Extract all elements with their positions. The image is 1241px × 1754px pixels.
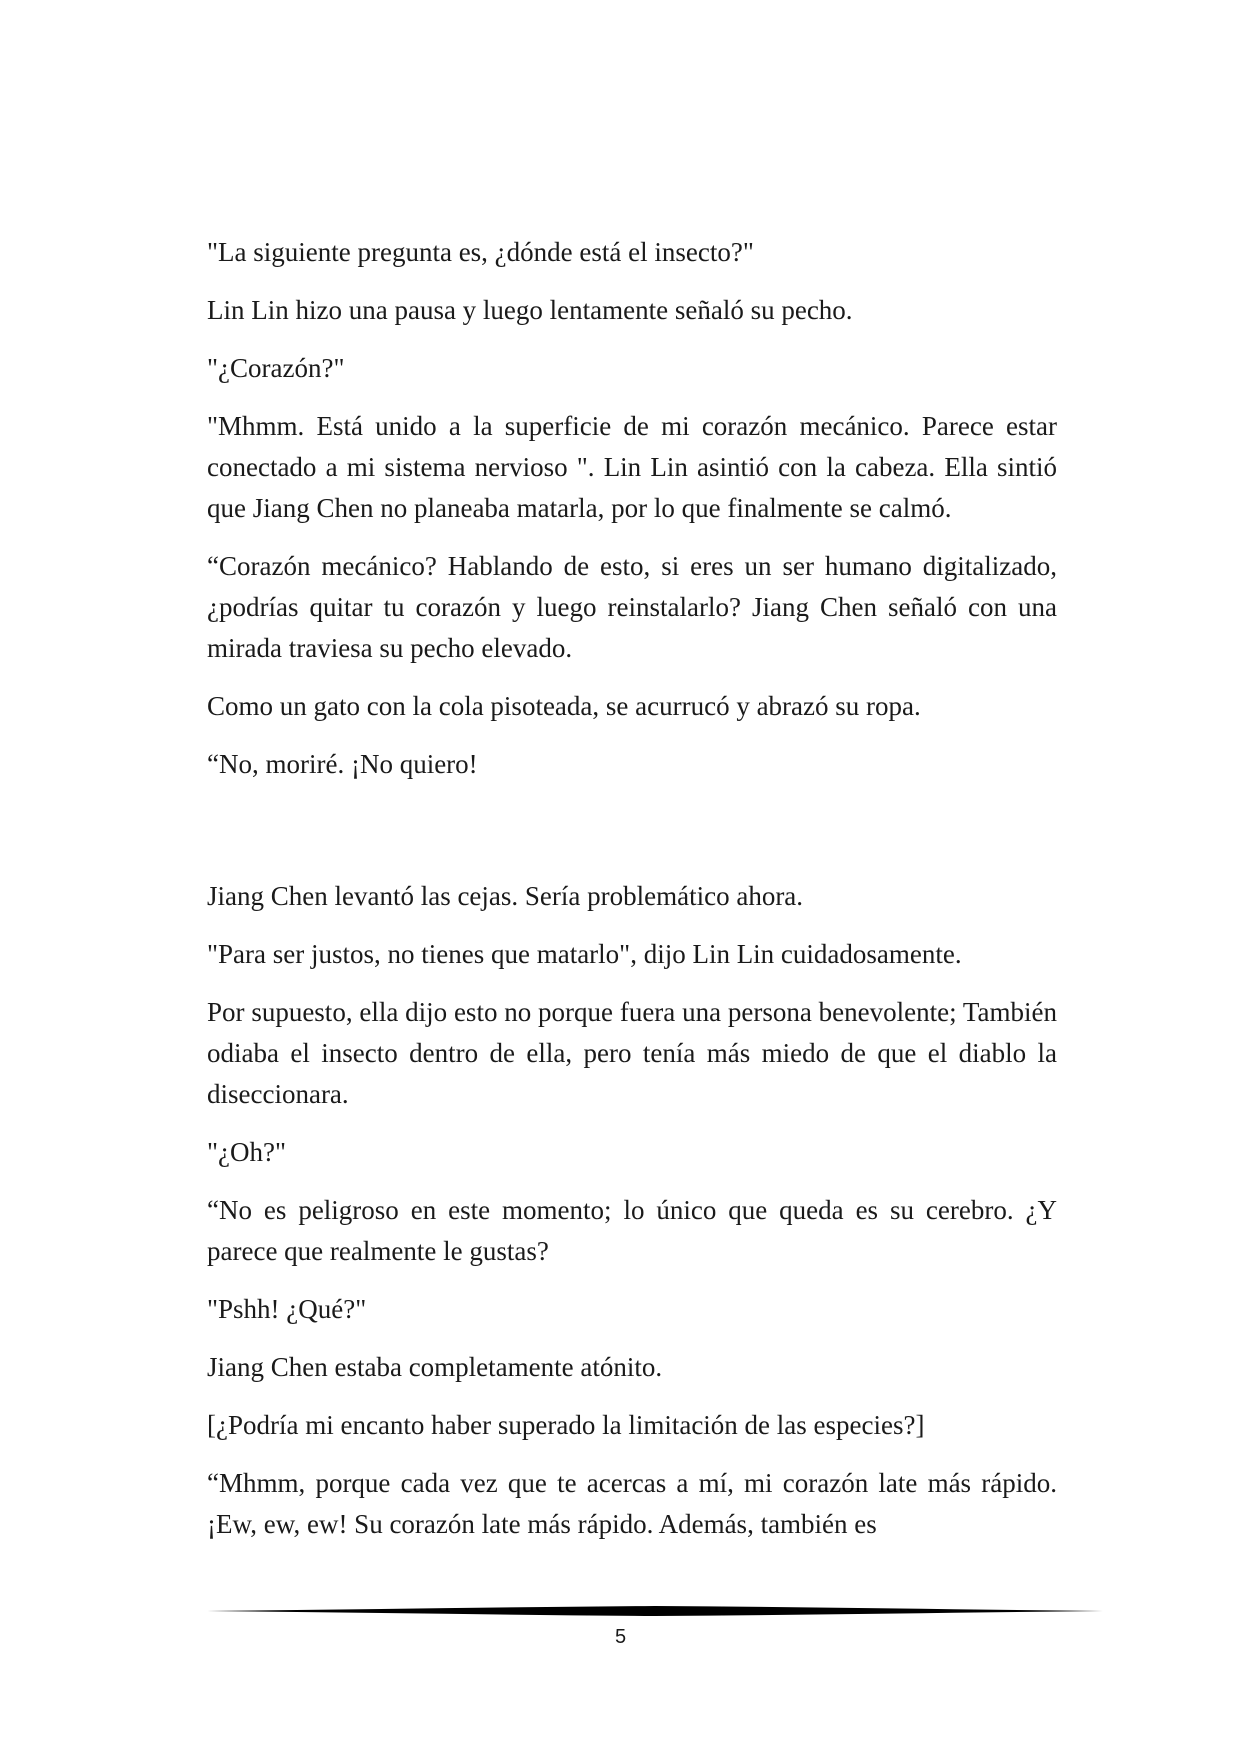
paragraph: "La siguiente pregunta es, ¿dónde está el insecto?" (207, 237, 754, 267)
paragraph: Por supuesto, ella dijo esto no porque fuera una persona benevolente; También odiaba el insecto dentro de ella, pero tenía más miedo de que el diablo la diseccionara. (207, 997, 1057, 1109)
section-gap (207, 802, 1057, 876)
footer-divider-stroke (207, 1606, 1103, 1616)
paragraph: “Corazón mecánico? Hablando de esto, si eres un ser humano digitalizado, ¿podrías quitar tu corazón y luego reinstalarlo? Jiang Chen señaló con una mirada traviesa su pecho elevado. (207, 551, 1057, 663)
paragraph: [¿Podría mi encanto haber superado la limitación de las especies?] (207, 1410, 925, 1440)
paragraph: "Mhmm. Está unido a la superficie de mi corazón mecánico. Parece estar conectado a mi sistema nervioso ". Lin Lin asintió con la cabeza. Ella sintió que Jiang Chen no planeaba matarla, por lo que finalmente se calmó. (207, 411, 1057, 523)
paragraph: "¿Oh?" (207, 1137, 287, 1167)
paragraph: “No es peligroso en este momento; lo único que queda es su cerebro. ¿Y parece que realmente le gustas? (207, 1195, 1057, 1266)
paragraph: "Para ser justos, no tienes que matarlo", dijo Lin Lin cuidadosamente. (207, 939, 962, 969)
paragraph: "Pshh! ¿Qué?" (207, 1294, 367, 1324)
paragraph: “Mhmm, porque cada vez que te acercas a mí, mi corazón late más rápido. ¡Ew, ew, ew! Su corazón late más rápido. Además, también es (207, 1468, 1057, 1539)
page-body (207, 232, 1057, 1562)
paragraph: Jiang Chen levantó las cejas. Sería problemático ahora. (207, 881, 804, 911)
paragraph: Lin Lin hizo una pausa y luego lentamente señaló su pecho. (207, 295, 853, 325)
paragraph: Jiang Chen estaba completamente atónito. (207, 1352, 663, 1382)
paragraph: Como un gato con la cola pisoteada, se acurrucó y abrazó su ropa. (207, 691, 921, 721)
paragraph: "¿Corazón?" (207, 353, 345, 383)
page-number: 5 (614, 1626, 627, 1648)
footer-divider (207, 1604, 1103, 1618)
paragraph: “No, moriré. ¡No quiero! (207, 749, 478, 779)
